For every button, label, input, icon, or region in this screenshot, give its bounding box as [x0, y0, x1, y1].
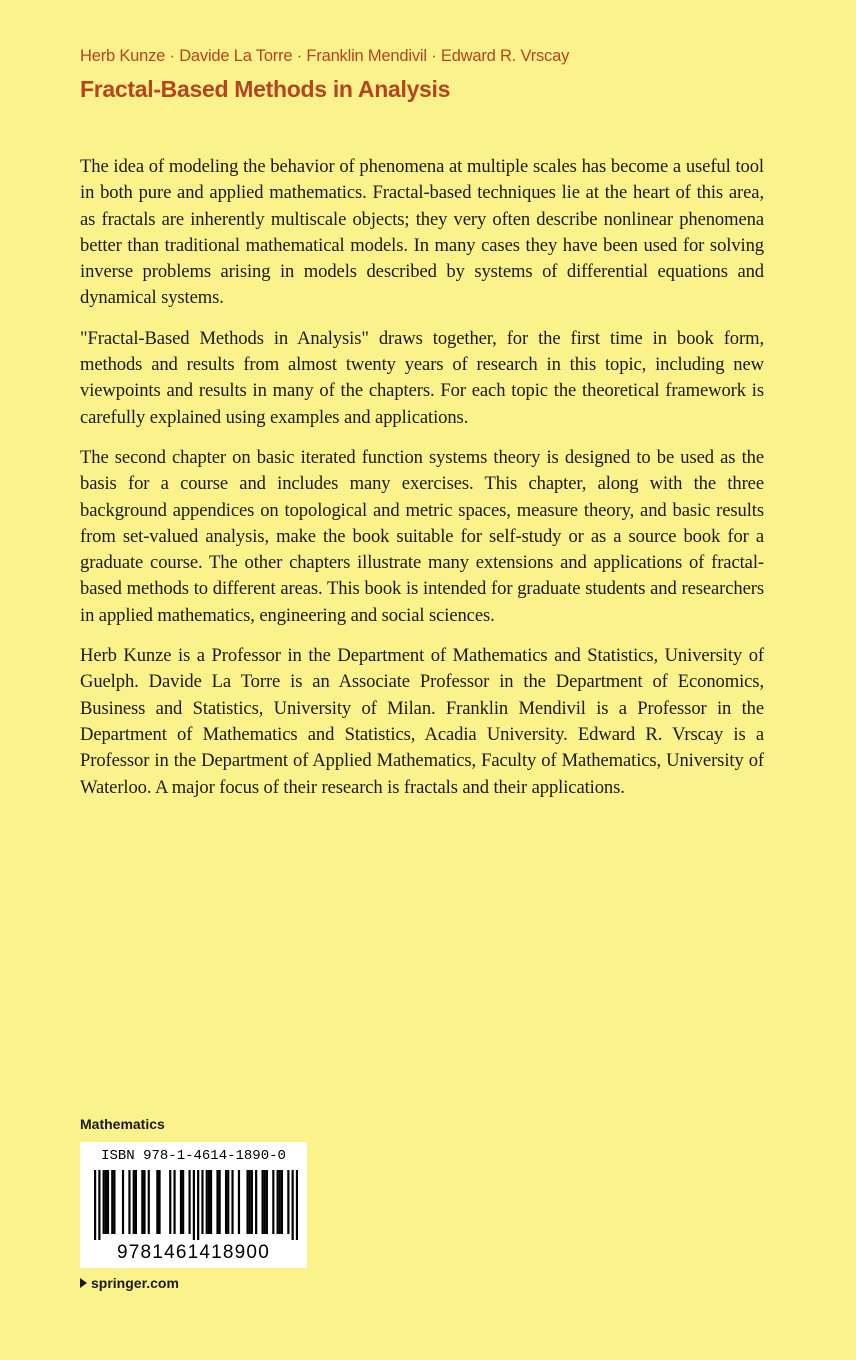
barcode-bar — [180, 1170, 182, 1234]
barcode-bar — [188, 1170, 190, 1234]
barcode-bar — [128, 1170, 130, 1234]
barcode-bar — [107, 1170, 109, 1234]
publisher-website[interactable] — [80, 1275, 179, 1291]
barcode-bar — [279, 1170, 281, 1234]
blurb-paragraph-overview: "Fractal-Based Methods in Analysis" draws together, for the first time in book form, methods and results from almost twenty years of research in this topic, including new viewpoints and results in many of the chapters. For each topic the theoretical framework is carefully explained using examples and applications. — [80, 327, 764, 428]
barcode-bars — [94, 1170, 298, 1240]
barcode-bar — [158, 1170, 160, 1234]
barcode-bar — [227, 1170, 229, 1234]
author-biographies: Herb Kunze is a Professor in the Department of Mathematics and Statistics, University of Guelph. Davide La Torre is an Associate Professor in the Department of Economics, Business and Statistics, University of Milan. Franklin Mendivil is a Professor in the Department of Mathematics and Statistics, Acadia University. Edward R. Vrscay is a Professor in the Department of Applied Mathematics, Faculty of Mathematics, University of Waterloo. A major focus of their research is fractals and their applications. — [80, 645, 764, 798]
barcode-bar — [105, 1170, 107, 1234]
barcode-bar — [201, 1170, 203, 1234]
barcode-bar — [122, 1170, 124, 1234]
arrow-right-icon — [80, 1278, 87, 1288]
barcode-bar — [173, 1170, 175, 1234]
blurb-paragraph-chapters: The second chapter on basic iterated function systems theory is designed to be used as the basis for a course and includes many exercises. This chapter, along with the three background appendices on topological and metric spaces, measure theory, and basic results from set-valued analysis, make the book suitable for self-study or as a source book for a graduate course. The other chapters illustrate many extensions and applications of fractal-based methods to different areas. This book is intended for graduate students and researchers in applied mathematics, engineering and social sciences. — [80, 446, 764, 626]
barcode-bar — [296, 1170, 298, 1240]
blurb-paragraph-intro: The idea of modeling the behavior of phenomena at multiple scales has become a useful tool in both pure and applied mathematics. Fractal-based techniques lie at the heart of this area, as fractals are inherently multiscale objects; they very often describe nonlinear phenomena better than traditional mathematical models. In many cases they have been used for solving inverse problems arising in models described by systems of differential equations and dynamical systems. — [80, 156, 764, 309]
barcode-bar — [292, 1170, 294, 1240]
barcode-bar — [169, 1170, 171, 1234]
barcode-bar — [133, 1170, 135, 1234]
book-title: Fractal-Based Methods in Analysis — [80, 76, 451, 102]
author-list: Herb Kunze · Davide La Torre · Franklin Mendivil · Edward R. Vrscay — [80, 47, 570, 65]
barcode-bar — [148, 1170, 150, 1234]
barcode-bar — [103, 1170, 105, 1234]
barcode-bar — [210, 1170, 212, 1234]
barcode-bar — [182, 1170, 184, 1234]
back-cover-blurb — [80, 154, 764, 815]
barcode-bar — [216, 1170, 218, 1234]
barcode-bar — [261, 1170, 263, 1234]
barcode-bar — [281, 1170, 283, 1234]
barcode-bar — [272, 1170, 274, 1234]
barcode-bar — [266, 1170, 268, 1234]
barcode-bar — [231, 1170, 233, 1234]
barcode-bar — [246, 1170, 248, 1234]
barcode-bar — [156, 1170, 158, 1234]
publisher-website-label: springer.com — [91, 1275, 179, 1291]
barcode-bar — [98, 1170, 100, 1240]
barcode-digits: 9781461418900 — [117, 1242, 270, 1263]
barcode-bar — [206, 1170, 208, 1234]
barcode-bar — [219, 1170, 221, 1234]
barcode-bar — [249, 1170, 251, 1234]
barcode-bar — [225, 1170, 227, 1234]
barcode-bar — [94, 1170, 96, 1240]
barcode-bar — [208, 1170, 210, 1234]
barcode-bar — [193, 1170, 195, 1240]
barcode-bar — [287, 1170, 289, 1234]
barcode-bar — [135, 1170, 137, 1234]
isbn-barcode — [80, 1142, 307, 1268]
barcode-bar — [277, 1170, 279, 1234]
subject-category: Mathematics — [80, 1116, 165, 1132]
barcode-bar — [113, 1170, 115, 1234]
barcode-bar — [251, 1170, 253, 1234]
barcode-bar — [255, 1170, 257, 1234]
isbn-label: ISBN 978-1-4614-1890-0 — [101, 1148, 286, 1164]
barcode-bar — [264, 1170, 266, 1234]
barcode-bar — [111, 1170, 113, 1234]
barcode-bar — [141, 1170, 143, 1234]
barcode-bar — [238, 1170, 240, 1234]
barcode-bar — [143, 1170, 145, 1234]
barcode-bar — [197, 1170, 199, 1240]
